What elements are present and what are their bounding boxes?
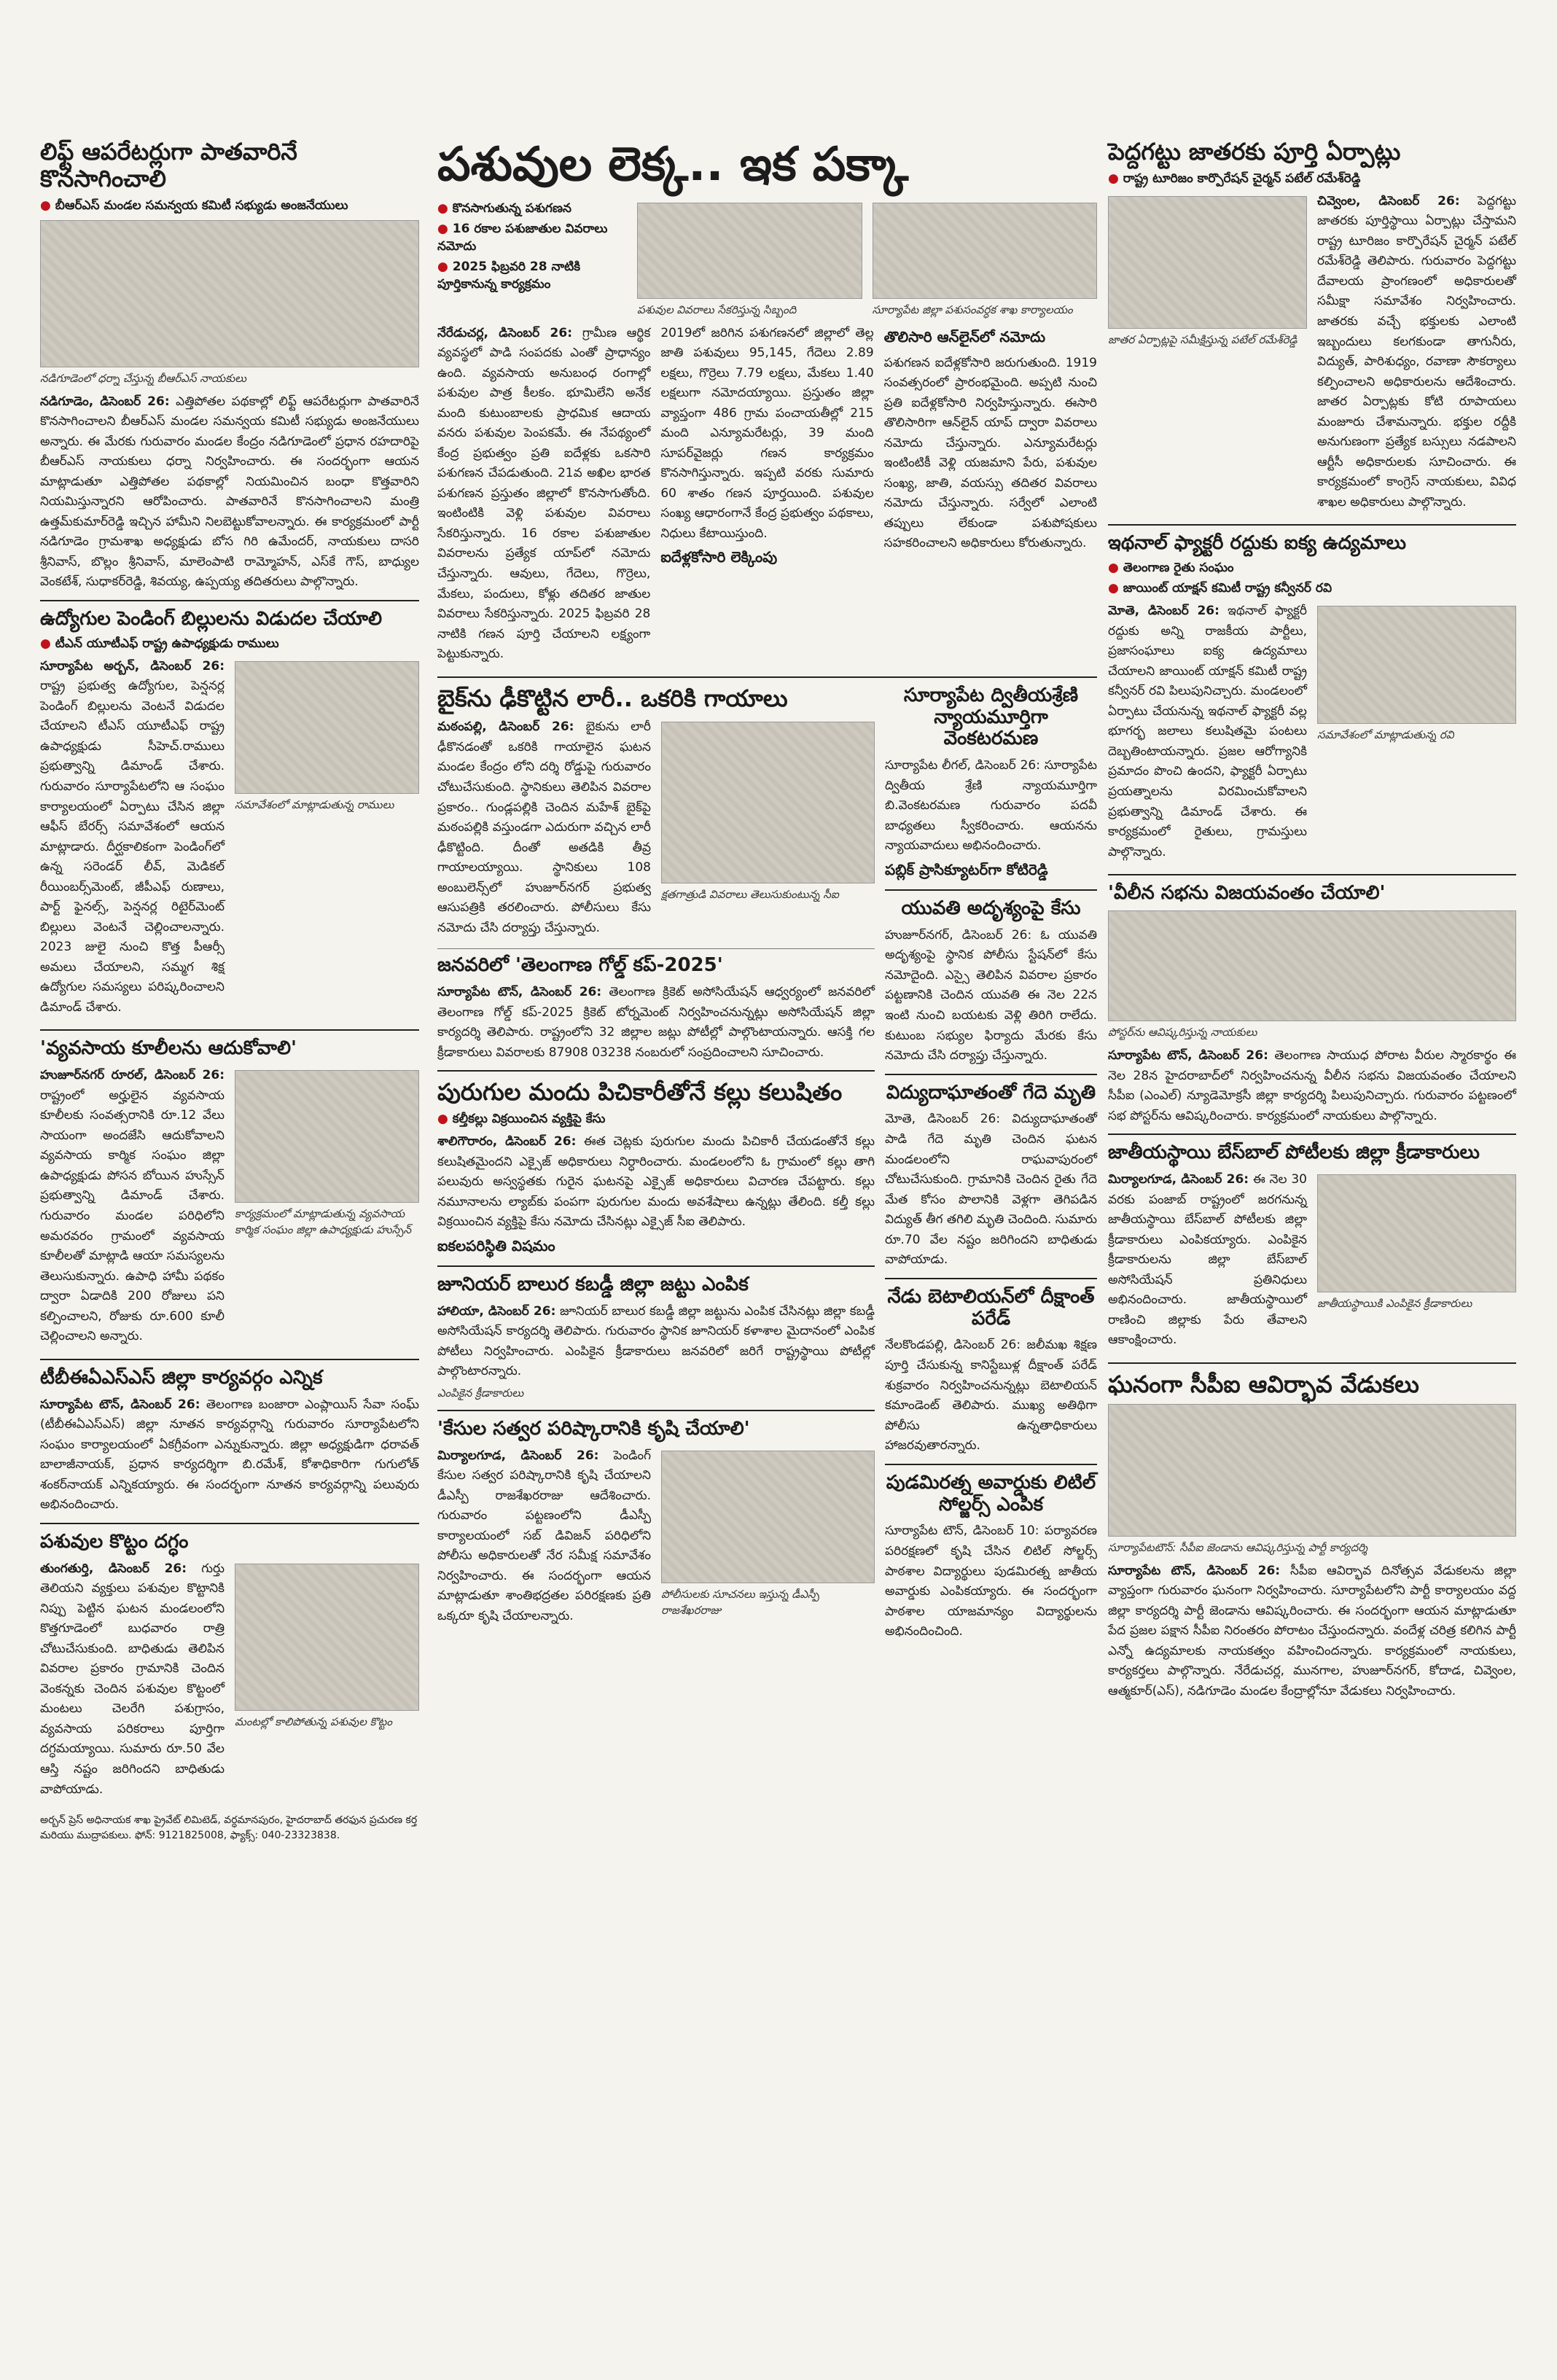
photo-caption: సూర్యాపేటటౌన్: సీపీఐ జెండాను ఆవిష్కరిస్తున్న పార్టీ కార్యదర్శి (1108, 1540, 1368, 1554)
article-text: రాష్ట్రంలో అర్హులైన వ్యవసాయ కూలీలకు సంవత్సరానికి రూ.12 వేలు సాయంగా అందజేసి ఆదుకోవాలని వ్యవసాయ కార్మిక సంఘం జిల్లా ఉపాధ్యక్షుడు పోసన బోయిన హుస్సేన్ ప్రభుత్వాన్ని డిమాండ్ చేశారు. గురువారం మండల పరిధిలోని అమరవరం గ్రామంలో వ్యవసాయ కూలీలతో మాట్లాడి ఆయా సమస్యలను తెలుసుకున్నారు. ఉపాధి హామీ పథకం ద్వారా ఏడాదికి 200 రోజులు పని కల్పించాలని, రోజుకు రూ.600 కూలీ చెల్లించాలని అన్నారు. (40, 1088, 225, 1344)
divider (437, 1070, 875, 1072)
story-columns (1108, 192, 1516, 518)
text-column (40, 1559, 225, 1804)
center-side (885, 685, 1097, 1647)
article-text: పెండింగ్ కేసుల సత్వర పరిష్కారానికి కృషి చేయాలని డీఎస్పీ రాజశేఖరరాజు ఆదేశించారు. గురువారం పట్టణంలోని డీఎస్పీ కార్యాలయంలో సబ్ డివిజన్ పరిధిలోని పోలీసు అధికారులతో నేర సమీక్ష సమావేశం నిర్వహించారు. ఈ సందర్భంగా ఆయన మాట్లాడుతూ శాంతిభద్రతల పరిరక్షణకు ప్రతి ఒక్కరూ కృషి చేయాలన్నారు. (437, 1448, 651, 1623)
lead-body (437, 324, 1097, 669)
photo-column (235, 1066, 419, 1351)
article-text: సీపీఐ ఆవిర్భావ దినోత్సవ వేడుకలను జిల్లా వ్యాప్తంగా గురువారం ఘనంగా నిర్వహించారు. సూర్యాపేటలోని పార్టీ కార్యాలయం వద్ద జిల్లా కార్యదర్శి పార్టీ జెండాను ఆవిష్కరించారు. ఈ సందర్భంగా ఆయన మాట్లాడుతూ పేద ప్రజల పక్షాన సీపీఐ నిరంతరం పోరాటం చేస్తుందన్నారు. వందేళ్ల చరిత్ర కలిగిన పార్టీ ఎన్నో ఉద్యమాలకు నాయకత్వం వహించిందన్నారు. కార్యక్రమంలో నాయకులు, కార్యకర్తలు పాల్గొన్నారు. నేరేడుచర్ల, మునగాల, హుజూర్‌నగర్, కోదాడ, చివ్వెంల, ఆత్మకూర్(ఎస్), నడిగూడెం మండల కేంద్రాల్లోనూ వేడుకలు నిర్వహించారు. (1108, 1563, 1516, 1698)
article-text: గుర్తు తెలియని వ్యక్తులు పశువుల కొట్టానికి నిప్పు పెట్టిన ఘటన మండలంలోని కొత్తగూడెంలో బుధవారం రాత్రి చోటుచేసుకుంది. బాధితుడు తెలిపిన వివరాల ప్రకారం గ్రామానికి చెందిన వెంకన్నకు చెందిన పశువుల కొట్టంలో మంటలు చెలరేగి పశుగ్రాసం, వ్యవసాయ పరికరాలు పూర్తిగా దగ్ధమయ్యాయి. సుమారు రూ.50 వేల ఆస్తి నష్టం జరిగిందని బాధితుడు వాపోయాడు. (40, 1561, 225, 1797)
article-text: జూనియర్ బాలుర కబడ్డీ జిల్లా జట్టును ఎంపిక చేసినట్లు జిల్లా కబడ్డీ అసోసియేషన్ కార్యదర్శి తెలిపారు. గురువారం స్థానిక జూనియర్ కళాశాల మైదానంలో ఎంపిక పోటీలు నిర్వహించారు. ఎంపికైన క్రీడాకారులు జనవరిలో జరిగే రాష్ట్రస్థాయి పోటీల్లో పాల్గొంటారన్నారు. (437, 1303, 875, 1379)
headline: నేడు బెటాలియన్‌లో దీక్షాంత్ పరేడ్ (887, 1285, 1095, 1330)
lead-headline: పశువుల లెక్క.. ఇక పక్కా (437, 138, 909, 192)
headline: ఉద్యోగుల పెండింగ్ బిల్లులను విడుదల చేయాలి (40, 607, 383, 630)
divider (885, 1464, 1097, 1465)
dateline: మిర్యాలగూడ, డిసెంబర్ 26: (1108, 1172, 1249, 1187)
article-text: ఎత్తిపోతల పథకాల్లో లిఫ్ట్ ఆపరేటర్లుగా పాతవారినే కొనసాగించాలని బీఆర్ఎస్ మండల సమన్వయ కమిటీ సభ్యుడు అంజనేయులు అన్నారు. ఈ మేరకు గురువారం మండల కేంద్రం నడిగూడెంలో ప్రధాన రహదారిపై బీఆర్ఎస్ నాయకులు ధర్నా నిర్వహించారు. ఈ సందర్భంగా ఆయన మాట్లాడుతూ ఎత్తిపోతల పథకాల్లో నియమించిన బంధా కొత్తవారిని నియమిస్తున్నారని ఆరోపించారు. పాతవారినే కొనసాగించాలని మంత్రి ఉత్తమ్‌కుమార్‌రెడ్డి ఇచ్చిన హామీని నిలబెట్టుకోవాలన్నారు. ఈ కార్యక్రమంలో పార్టీ నడిగూడెం గ్రామశాఖ అధ్యక్షుడు బోస గిరి ఉమేందర్, నాయకులు దాసరి శ్రీనివాస్, బొల్లం శ్రీనివాస్, మాలెంపాటి రామ్మోహన్, ఎస్‌కే గౌస్, బాధ్యుల వెంకటేశ్, సుధాకర్‌రెడ్డి, శివయ్య, ఉప్పయ్య తదితరులు పాల్గొన్నారు. (40, 394, 419, 590)
article-text: బైకును లారీ ఢీకొనడంతో ఒకరికి గాయాలైన ఘటన మండల కేంద్రం లోని దర్శి రోడ్డుపై గురువారం చోటుచేసుకుంది. స్థానికులు తెలిపిన వివరాల ప్రకారం.. గుండ్లపల్లికి చెందిన మహేశ్ బైక్‌పై మఠంపల్లికి వస్తుండగా ఎదురుగా వచ్చిన లారీ ఢీకొట్టింది. దీంతో అతడికి తీవ్ర గాయాలయ్యాయి. స్థానికులు 108 అంబులెన్స్‌లో హుజూర్‌నగర్ ప్రభుత్వ ఆసుపత్రికి తరలించారు. పోలీసులు కేసు నమోదు చేసి దర్యాప్తు చేస్తున్నారు. (437, 719, 652, 935)
headline: ఇథనాల్ ఫ్యాక్టరీ రద్దుకు ఐక్య ఉద్యమాలు (1108, 532, 1407, 555)
subhead: తొలిసారి ఆన్‌లైన్‌లో నమోదు (883, 327, 1046, 346)
article-text: మోతె, డిసెంబర్ 26: విద్యుదాఘాతంతో పాడి గేదె మృతి చెందిన ఘటన మండలంలోని రాఘవాపురంలో చోటుచేసుకుంది. గ్రామానికి చెందిన రైతు గేదె మేత కోసం పొలానికి వెళ్లగా తెగిపడిన విద్యుత్ తీగ తగిలి మృతి చెందింది. సుమారు రూ.70 వేల నష్టం జరిగిందని బాధితుడు వాపోయాడు. (885, 1112, 1097, 1268)
headline: విద్యుదాఘాతంతో గేదె మృతి (886, 1081, 1096, 1104)
divider (40, 1523, 419, 1524)
news-photo (235, 1070, 419, 1203)
article-body (437, 983, 875, 1063)
divider (437, 1265, 875, 1267)
headline: పెద్దగట్టు జాతరకు పూర్తి ఏర్పాట్లు (1108, 138, 1401, 165)
center-lower (437, 685, 1097, 1647)
article-text: ఇథనాల్ ఫ్యాక్టరీ రద్దుకు అన్ని రాజకీయ పార్టీలు, ప్రజాసంఘాలు ఐక్య ఉద్యమాలు చేయాలని జాయింట్ యాక్షన్ కమిటీ రాష్ట్ర కన్వీనర్ రవి పిలుపునిచ్చారు. మండలంలో ఏర్పాటు చేయనున్న ఇథనాల్ ఫ్యాక్టరీ వల్ల భూగర్భ జలాలు కలుషితమై పంటలు దెబ్బతింటాయన్నారు. ప్రజల ఆరోగ్యానికి ప్రమాదం పొంచి ఉందని, ఫ్యాక్టరీ ఏర్పాటు ప్రయత్నాలను విరమించుకోవాలని ప్రభుత్వాన్ని డిమాండ్ చేశారు. ఈ కార్యక్రమంలో రైతులు, గ్రామస్తులు పాల్గొన్నారు. (1108, 604, 1308, 859)
news-photo (235, 1564, 419, 1711)
divider (40, 600, 419, 601)
article-body (437, 1446, 651, 1627)
headline: 'వ్యవసాయ కూలీలను ఆదుకోవాలి' (40, 1037, 297, 1060)
subhead: పబ్లిక్ ప్రాసిక్యూటర్‌గా కోటిరెడ్డి (885, 860, 1048, 878)
article-text: 2019లో జరిగిన పశుగణనలో జిల్లాలో తెల్ల జాతి పశువులు 95,145, గేదెలు 2.89 లక్షలు, గొర్రెలు 7.79 లక్షలు, మేకలు 1.40 లక్షలుగా నమోదయ్యాయి. ప్రస్తుతం జిల్లా వ్యాప్తంగా 486 గ్రామ పంచాయతీల్లో 215 మంది ఎన్యూమరేటర్లు, 39 మంది సూపర్‌వైజర్లు గణన కార్యక్రమం కొనసాగిస్తున్నారు. ఇప్పటి వరకు సుమారు 60 శాతం గణన పూర్తయింది. పశువుల సంఖ్య ఆధారంగానే కేంద్ర ప్రభుత్వం పథకాలు, నిధులు కేటాయిస్తుంది. (660, 325, 874, 541)
text-column (40, 657, 225, 1023)
article-body (437, 717, 651, 938)
photo-caption: పశువుల వివరాలు సేకరిస్తున్న సిబ్బంది (637, 303, 797, 316)
text-column (1108, 1170, 1307, 1355)
dateline: సూర్యాపేట టౌన్, డిసెంబర్ 26: (1108, 1047, 1268, 1063)
story-columns (40, 657, 419, 1023)
photo-caption: పోస్టర్‌ను ఆవిష్కరిస్తున్న నాయకులు (1108, 1025, 1257, 1039)
article-body (40, 392, 419, 593)
headline: 'వీలీన సభను విజయవంతం చేయాలి' (1108, 882, 1386, 905)
headline: టీబీఈఏఎస్ఎస్ జిల్లా కార్యవర్గం ఎన్నిక (40, 1366, 323, 1389)
subhead: ● తెలంగాణ రైతు సంఘం (1108, 561, 1516, 578)
photo-column (1317, 1170, 1516, 1355)
text-column (437, 324, 650, 669)
subhead: ఐదేళ్లకోసారి లెక్కింపు (660, 548, 778, 566)
subhead: ఐకలపరిస్థితి విషమం (437, 1236, 555, 1255)
divider (40, 1359, 419, 1360)
dateline: నేరేడుచర్ల, డిసెంబర్ 26: (437, 325, 573, 340)
divider (885, 889, 1097, 891)
lead-bullet: ● 2025 ఫిబ్రవరి 28 నాటికి పూర్తికానున్న కార్యక్రమం (437, 260, 627, 294)
article-text: రాష్ట్ర ప్రభుత్వ ఉద్యోగుల, పెన్షనర్ల పెండింగ్ బిల్లులను వెంటనే విడుదల చేయాలని టీఎస్ యూటీఎఫ్ రాష్ట్ర ఉపాధ్యక్షుడు సీహెచ్.రాములు ప్రభుత్వాన్ని డిమాండ్ చేశారు. గురువారం సూర్యాపేటలోని ఆ సంఘం కార్యాలయంలో ఏర్పాటు చేసిన జిల్లా ఆఫీస్ బేరర్స్ సమావేశంలో ఆయన మాట్లాడారు. దీర్ఘకాలికంగా పెండింగ్‌లో ఉన్న సరెండర్ లీవ్, మెడికల్ రీయింబర్స్‌మెంట్, జీపీఎఫ్ రుణాలు, పార్ట్ ఫైనల్స్, పెన్షనర్ల రిటైర్‌మెంట్ బిల్లులు వెంటనే చెల్లించాలన్నారు. 2023 జులై నుంచి కొత్త పీఆర్సీ అమలు చేయాలని, సమ్మగ శిక్ష ఉద్యోగుల సమస్యలు పరిష్కరించాలని డిమాండ్ చేశారు. (40, 679, 225, 1015)
news-photo (1108, 1404, 1516, 1537)
text-column (884, 324, 1097, 669)
photo-caption: సూర్యాపేట జిల్లా పశుసంవర్ధక శాఖ కార్యాలయం (872, 303, 1073, 316)
news-photo (1108, 910, 1516, 1021)
text-column (437, 717, 651, 943)
headline: లిఫ్ట్ ఆపరేటర్లుగా పాతవారినే కొనసాగించాలి (40, 138, 297, 192)
photo-column (1108, 192, 1307, 518)
article-body (1108, 1046, 1516, 1126)
dateline: తుంగతుర్తి, డిసెంబర్ 26: (40, 1561, 187, 1576)
divider (437, 1410, 875, 1411)
story-columns (40, 1559, 419, 1804)
article-body (437, 324, 650, 665)
photo-box (637, 198, 862, 324)
photo-box (873, 198, 1098, 324)
news-photo (40, 220, 419, 367)
text-column (1108, 601, 1307, 867)
divider (1108, 1362, 1516, 1364)
article-body (40, 657, 225, 1018)
divider (40, 1029, 419, 1031)
left-column (40, 138, 419, 1843)
news-photo (1317, 606, 1516, 724)
photo-caption: సమావేశంలో మాట్లాడుతున్న రాములు (235, 797, 394, 811)
story-columns (437, 717, 875, 943)
subhead: ● కల్తీకల్లు విక్రయించిన వ్యక్తిపై కేసు (437, 1112, 875, 1129)
dateline: మిర్యాలగూడ, డిసెంబర్ 26: (437, 1448, 599, 1463)
article-body (1108, 601, 1307, 862)
dateline: చివ్వెంల, డిసెంబర్ 26: (1317, 193, 1460, 208)
photo-column (661, 1446, 875, 1631)
headline: సూర్యాపేట ద్వితీయశ్రేణి న్యాయమూర్తిగా వెంకటరమణ (903, 684, 1079, 750)
lead-bullet: ● 16 రకాల పశుజాతుల వివరాలు నమోదు (437, 222, 627, 257)
lead-bullet: ● కొనసాగుతున్న పశుగణన (437, 201, 627, 219)
divider (437, 948, 875, 949)
divider (1108, 524, 1516, 526)
dateline: హుజూర్‌నగర్ రూరల్, డిసెంబర్ 26: (40, 1068, 225, 1083)
divider (437, 676, 1097, 678)
article-text: తెలంగాణ బంజారా ఎంప్లాయిస్ సేవా సంఘ్ (టీబీఈఏఎస్ఎస్) జిల్లా నూతన కార్యవర్గాన్ని గురువారం సూర్యాపేటలోని సంఘం కార్యాలయంలో ఏకగ్రీవంగా ఎన్నుకున్నారు. జిల్లా అధ్యక్షుడిగా ధరావత్ బాలాజీనాయక్, ప్రధాన కార్యదర్శిగా బి.రమేశ్, కోశాధికారిగా గుగులోత్ శంకర్‌నాయక్ ఎన్నికయ్యారు. ఈ సందర్భంగా నూతన కార్యవర్గాన్ని పలువురు అభినందించారు. (40, 1397, 419, 1513)
article-text: పెద్దగట్టు జాతరకు పూర్తిస్థాయి ఏర్పాట్లు చేస్తామని రాష్ట్ర టూరిజం కార్పొరేషన్ చైర్మన్ పటేల్ రమేశ్‌రెడ్డి తెలిపారు. గురువారం పెద్దగట్టు దేవాలయ ప్రాంగణంలో అధికారులతో సమీక్షా సమావేశం నిర్వహించారు. జాతరకు వచ్చే భక్తులకు ఎలాంటి ఇబ్బందులు కలగకుండా తాగునీరు, విద్యుత్, పారిశుధ్యం, రవాణా సౌకర్యాలు కల్పించాలని అధికారులను ఆదేశించారు. జాతర ఏర్పాట్లకు కోటి రూపాయలు మంజూరు చేశామన్నారు. భక్తుల రద్దీకి అనుగుణంగా ప్రత్యేక బస్సులు నడపాలని ఆర్టీసీ అధికారులకు సూచించారు. ఈ కార్యక్రమంలో కాంగ్రెస్ నాయకులు, వివిధ శాఖల అధికారులు పాల్గొన్నారు. (1317, 193, 1516, 510)
story-columns (40, 1066, 419, 1351)
imprint: అర్బన్ ప్రెస్ అధినాయక శాఖ ప్రైవేట్ లిమిటెడ్, వర్ధమానపురం, హైదరాబాద్ తరఫున ప్రచురణ కర్త మరియు ముద్రాపకులు. ఫోన్: 9121825008, ఫ్యాక్స్: 040-23323838. (40, 1814, 418, 1842)
subhead: ● రాష్ట్ర టూరిజం కార్పొరేషన్ చైర్మన్ పటేల్ రమేశ్‌రెడ్డి (1108, 171, 1516, 189)
photo-caption: జాతీయస్థాయికి ఎంపికైన క్రీడాకారులు (1317, 1297, 1472, 1310)
lead-top (437, 198, 1097, 324)
dateline: మోతె, డిసెంబర్ 26: (1108, 604, 1220, 619)
divider (1108, 874, 1516, 875)
photo-caption: పోలీసులకు సూచనలు ఇస్తున్న డీఎస్పీ రాజశేఖరరాజు (661, 1587, 820, 1617)
lead-photos (637, 198, 1097, 324)
subhead: ● బీఆర్ఎస్ మండల సమన్వయ కమిటీ సభ్యుడు అంజనేయులు (40, 198, 419, 216)
divider (885, 1278, 1097, 1279)
article-text: తెలంగాణ క్రికెట్ అసోసియేషన్ ఆధ్వర్యంలో జనవరిలో తెలంగాణ గోల్డ్ కప్-2025 క్రికెట్ టోర్నమెంట్ నిర్వహించనున్నట్లు అసోసియేషన్ జిల్లా కార్యదర్శి తెలిపారు. రాష్ట్రంలోని 32 జిల్లాల జట్లు పోటీల్లో పాల్గొంటాయన్నారు. ఆసక్తి గల క్రీడాకారులు వివరాలకు 87908 03238 నంబరులో సంప్రదించాలని సూచించారు. (437, 985, 875, 1060)
article-text: ఈత చెట్లకు పురుగుల మందు పిచికారీ చేయడంతోనే కల్లు కలుషితమైందని ఎక్సైజ్ అధికారులు నిర్ధారించారు. మండలంలోని ఓ గ్రామంలో కల్లు తాగి పలువురు అస్వస్థతకు గురైన ఘటనపై ఎక్సైజ్ అధికారులు విచారణ చేపట్టారు. కల్లు నమూనాలను ల్యాబ్‌కు పంపగా పురుగుల మందు అవశేషాలు ఉన్నట్లు తేలింది. కల్తీ కల్లు విక్రయించిన వ్యక్తిపై కేసు నమోదు చేసినట్లు ఎక్సైజ్ సీఐ తెలిపారు. (437, 1134, 875, 1230)
dateline: సూర్యాపేట టౌన్, డిసెంబర్ 26: (1108, 1563, 1281, 1578)
dateline: నడిగూడెం, డిసెంబర్ 26: (40, 394, 170, 409)
divider (885, 1074, 1097, 1075)
dateline: సూర్యాపేట టౌన్, డిసెంబర్ 26: (437, 985, 602, 1000)
article-text: సూర్యాపేట టౌన్, డిసెంబర్ 10: పర్యావరణ పరిరక్షణలో కృషి చేసిన లిటిల్ సోల్జర్స్ పాఠశాల విద్యార్థులు పుడమిరత్న జాతీయ అవార్డుకు ఎంపికయ్యారు. ఈ సందర్భంగా పాఠశాల యాజమాన్యం విద్యార్థులను అభినందించింది. (885, 1523, 1097, 1639)
headline: ఘనంగా సీపీఐ ఆవిర్భావ వేడుకలు (1108, 1370, 1419, 1398)
headline: పశువుల కొట్టం దగ్ధం (40, 1530, 189, 1553)
photo-column (1317, 601, 1516, 867)
photo-caption: మంటల్లో కాలిపోతున్న పశువుల కొట్టం (235, 1714, 392, 1728)
article-text: తెలంగాణ సాయుధ పోరాట వీరుల స్మారకార్థం ఈ నెల 28న హైదరాబాద్‌లో నిర్వహించనున్న వీలీన సభను విజయవంతం చేయాలని సీపీఐ (ఎంఎల్) న్యూడెమోక్రసీ జిల్లా కార్యదర్శి పిలుపునిచ్చారు. గురువారం పట్టణంలో సభ పోస్టర్‌ను ఆవిష్కరించారు. కార్యక్రమంలో నాయకులు పాల్గొన్నారు. (1108, 1047, 1516, 1123)
dateline: హాలియా, డిసెంబర్ 26: (437, 1303, 556, 1319)
article-text: నేలకొండపల్లి, డిసెంబర్ 26: జలీమఖ శిక్షణ పూర్తి చేసుకున్న కానిస్టేబుళ్ల దీక్షాంత్ పరేడ్ శుక్రవారం నిర్వహించనున్నట్లు బెటాలియన్ కమాండెంట్ తెలిపారు. ముఖ్య అతిథిగా పోలీసు ఉన్నతాధికారులు హాజరవుతారన్నారు. (885, 1338, 1097, 1454)
article-text: గ్రామీణ ఆర్థిక వ్యవస్థలో పాడి సంపదకు ఎంతో ప్రాధాన్యం ఉంది. వ్యవసాయ అనుబంధ రంగాల్లో పశువుల పాత్ర కీలకం. భూమిలేని అనేక మంది కుటుంబాలకు ప్రాధమిక ఆదాయ వనరు పశువుల పెంపకమే. ఈ నేపథ్యంలో కేంద్ర ప్రభుత్వం ప్రతి ఐదేళ్లకు ఒకసారి పశుగణన చేపడుతుంది. 21వ అఖిల భారత పశుగణన ప్రస్తుతం జిల్లాలో కొనసాగుతోంది. ఇంటింటికి వెళ్లి పశువుల వివరాలు సేకరిస్తున్నారు. 16 రకాల పశుజాతుల వివరాలను ప్రత్యేక యాప్‌లో నమోదు చేస్తున్నారు. ఆవులు, గేదెలు, గొర్రెలు, మేకలు, పందులు, కోళ్లు తదితర జాతుల వివరాలు సేకరిస్తున్నారు. 2025 ఫిబ్రవరి 28 నాటికి గణన పూర్తి చేయాలని లక్ష్యంగా పెట్టుకున్నారు. (437, 325, 651, 662)
article-text: పశుగణన ఐదేళ్లకోసారి జరుగుతుంది. 1919 సంవత్సరంలో ప్రారంభమైంది. అప్పటి నుంచి ప్రతి ఐదేళ్లకోసారి నిర్వహిస్తున్నారు. ఈసారి తొలిసారిగా ఆన్‌లైన్ యాప్ ద్వారా వివరాలు నమోదు చేస్తున్నారు. ఎన్యూమరేటర్లు ఇంటింటికీ వెళ్లి యజమాని పేరు, పశువుల సంఖ్య, జాతి, వయస్సు తదితర వివరాలు నమోదు చేస్తున్నారు. సర్వేలో ఎలాంటి తప్పులు లేకుండా పశుపోషకులు సహకరించాలని అధికారులు కోరుతున్నారు. (883, 355, 1097, 551)
center-main-lower (437, 685, 875, 1647)
news-photo (1317, 1174, 1516, 1292)
article-body (1108, 1561, 1516, 1702)
photo-column (661, 717, 875, 943)
photo-column (235, 657, 419, 1023)
subhead: ● టీఎన్ యూటీఎఫ్ రాష్ట్ర ఉపాధ్యక్షుడు రాములు (40, 636, 419, 654)
headline: జూనియర్ బాలుర కబడ్డీ జిల్లా జట్టు ఎంపిక (437, 1273, 749, 1295)
photo-caption: ఎంపికైన క్రీడాకారులు (437, 1386, 524, 1400)
subhead: ● జాయింట్ యాక్షన్ కమిటీ రాష్ట్ర కన్వీనర్ రవి (1108, 581, 1516, 598)
photo-caption: జాతర ఏర్పాట్లపై సమీక్షిస్తున్న పటేల్ రమేశ్‌రెడ్డి (1108, 332, 1298, 346)
news-photo (235, 661, 419, 794)
right-column (1108, 138, 1516, 1706)
headline: జనవరిలో 'తెలంగాణ గోల్డ్ కప్-2025' (437, 954, 723, 977)
text-column (437, 1446, 651, 1631)
article-body (1317, 192, 1516, 513)
lead-bullets (437, 198, 627, 324)
story-columns (1108, 1170, 1516, 1355)
photo-column (235, 1559, 419, 1804)
photo-caption: నడిగూడెంలో ధర్నా చేస్తున్న బీఆర్ఎస్ నాయకులు (40, 371, 246, 385)
headline: యువతి అదృశ్యంపై కేసు (901, 897, 1081, 919)
article-body (40, 1559, 225, 1800)
headline: 'కేసుల సత్వర పరిష్కారానికి కృషి చేయాలి' (437, 1417, 750, 1440)
article-text: హుజూర్‌నగర్, డిసెంబర్ 26: ఓ యువతి అదృశ్యంపై స్థానిక పోలీసు స్టేషన్‌లో కేసు నమోదైంది. ఎస్సై తెలిపిన వివరాల ప్రకారం పట్టణానికి చెందిన యువతి ఈ నెల 22న ఇంటి నుంచి బయటకు వెళ్లి తిరిగి రాలేదు. కుటుంబ సభ్యుల ఫిర్యాదు మేరకు కేసు నమోదు చేసి దర్యాప్తు చేస్తున్నారు. (885, 927, 1097, 1064)
news-photo (661, 722, 875, 883)
news-photo (661, 1451, 875, 1583)
news-photo (1108, 196, 1307, 329)
photo-caption: సమావేశంలో మాట్లాడుతున్న రవి (1317, 728, 1454, 742)
center-column (437, 138, 1097, 1647)
text-column (660, 324, 873, 669)
photo-caption: కార్యక్రమంలో మాట్లాడుతున్న వ్యవసాయ కార్మిక సంఘం జిల్లా ఉపాధ్యక్షుడు హుస్సేన్ (235, 1207, 412, 1237)
article-text: ఈ నెల 30 వరకు పంజాబ్ రాష్ట్రంలో జరగనున్న జాతీయస్థాయి బేస్‌బాల్ పోటీలకు జిల్లా క్రీడాకారులు ఎంపికయ్యారు. ఎంపికైన క్రీడాకారులను జిల్లా బేస్‌బాల్ అసోసియేషన్ ప్రతినిధులు అభినందించారు. జాతీయస్థాయిలో రాణించి జిల్లాకు పేరు తేవాలని ఆకాంక్షించారు. (1108, 1172, 1307, 1348)
article-body (437, 1132, 875, 1233)
headline: బైక్‌ను ఢీకొట్టిన లారీ.. ఒకరికి గాయాలు (437, 684, 788, 712)
dateline: మఠంపల్లి, డిసెంబర్ 26: (437, 719, 574, 735)
news-photo (873, 203, 1098, 299)
news-photo (637, 203, 862, 299)
article-body (1108, 1170, 1307, 1351)
dateline: సూర్యాపేట టౌన్, డిసెంబర్ 26: (40, 1397, 200, 1412)
article-text: సూర్యాపేట లీగల్, డిసెంబర్ 26: సూర్యాపేట ద్వితీయ శ్రేణి న్యాయమూర్తిగా బి.వెంకటరమణ గురువారం పదవీ బాధ్యతలు స్వీకరించారు. ఆయనను న్యాయవాదులు అభినందించారు. (885, 758, 1097, 854)
dateline: సూర్యాపేట అర్బన్, డిసెంబర్ 26: (40, 658, 225, 674)
headline: పురుగుల మందు పిచికారీతోనే కల్లు కలుషితం (437, 1078, 843, 1107)
article-body (437, 1302, 875, 1382)
dateline: శాలిగౌరారం, డిసెంబర్ 26: (437, 1134, 577, 1150)
text-column (40, 1066, 225, 1351)
article-body (40, 1066, 225, 1346)
headline: పుడమిరత్న అవార్డుకు లిటిల్ సోల్జర్స్ ఎంపిక (886, 1471, 1096, 1515)
article-body (40, 1395, 419, 1515)
photo-caption: క్షతగాత్రుడి వివరాలు తెలుసుకుంటున్న సీఐ (661, 888, 839, 902)
divider (1108, 1134, 1516, 1135)
text-column (1317, 192, 1516, 518)
story-columns (1108, 601, 1516, 867)
story-columns (437, 1446, 875, 1631)
photo-row (637, 198, 1097, 324)
headline: జాతీయస్థాయి బేస్‌బాల్ పోటీలకు జిల్లా క్రీడాకారులు (1108, 1142, 1480, 1164)
